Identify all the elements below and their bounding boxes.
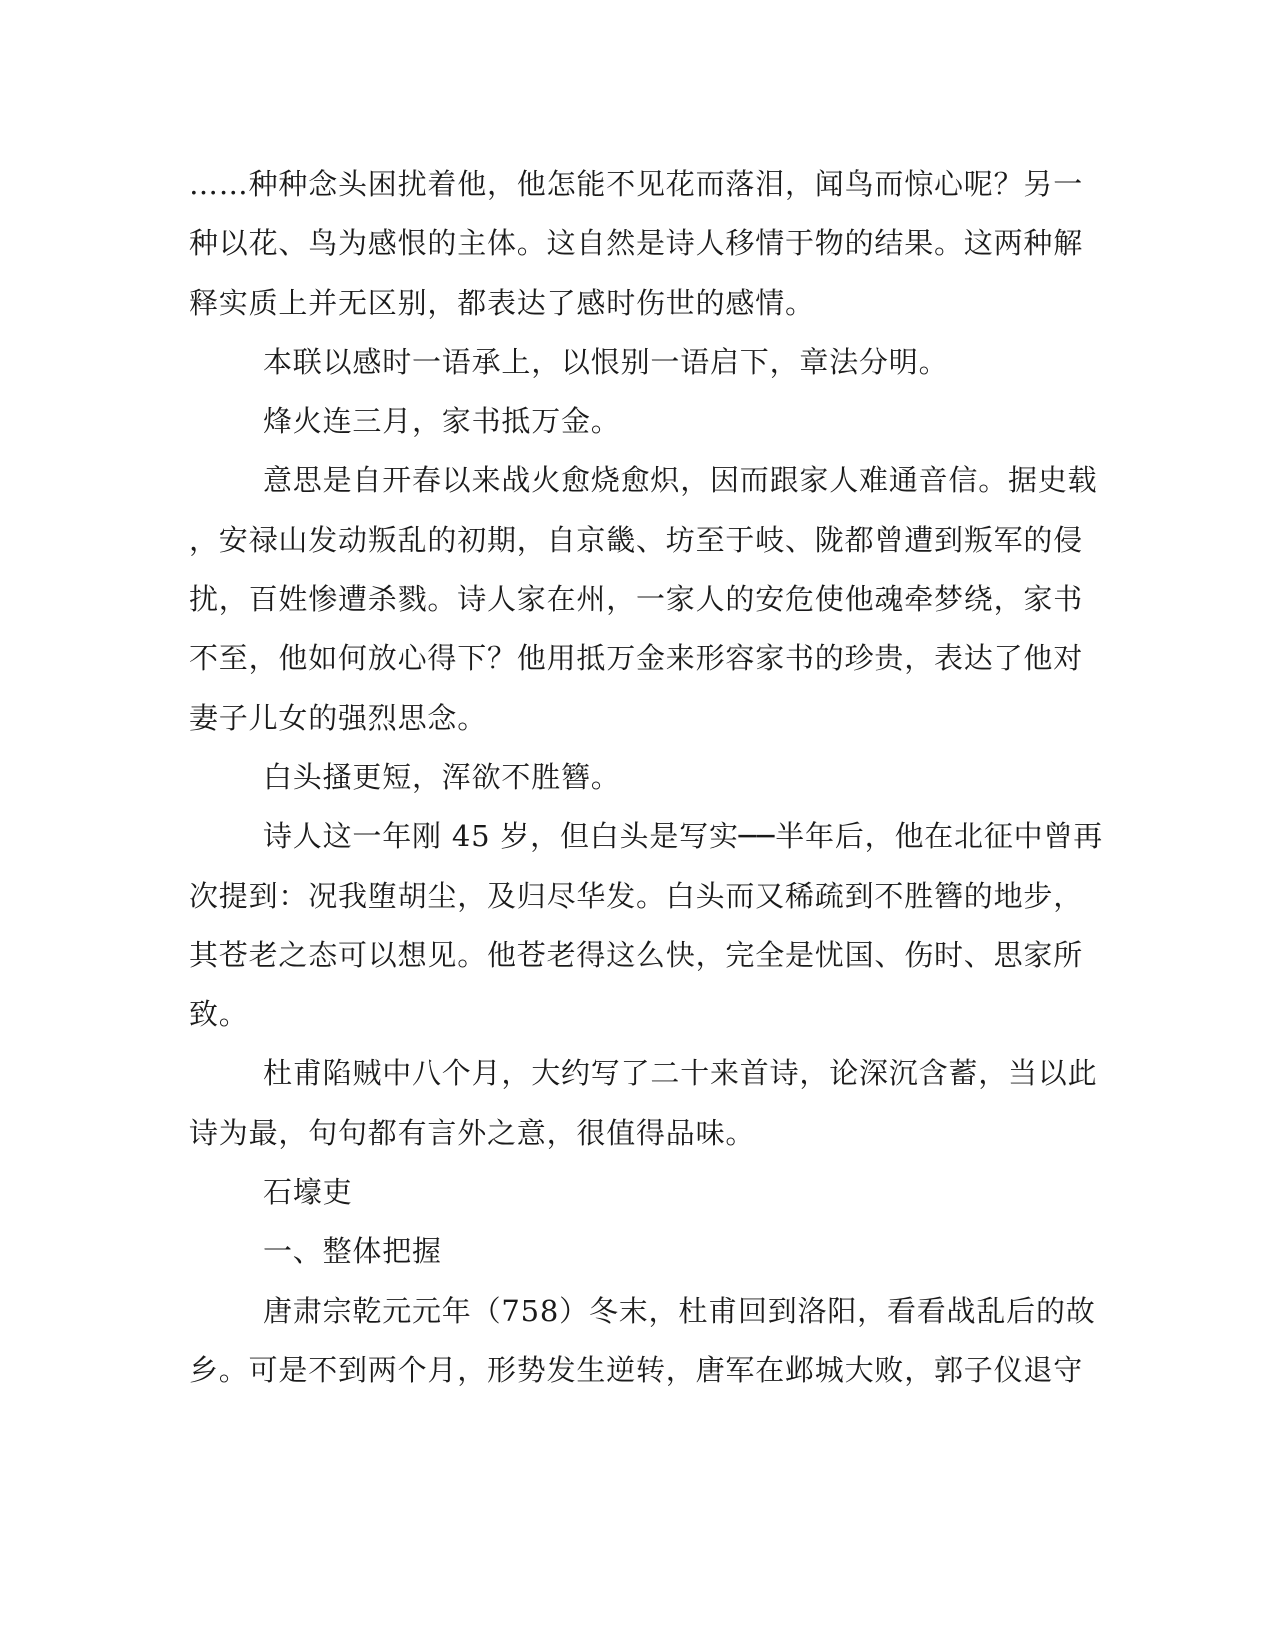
text-line: 杜甫陷贼中八个月，大约写了二十来首诗，论深沉含蓄，当以此 (263, 1056, 1098, 1091)
text-line: 唐肃宗乾元元年（758）冬末，杜甫回到洛阳，看看战乱后的故 (263, 1293, 1096, 1328)
text-line: 一、整体把握 (263, 1234, 442, 1269)
body-text (189, 163, 1104, 1408)
text-line: 次提到：况我堕胡尘，及归尽华发。白头而又稀疏到不胜簪的地步， (189, 878, 1084, 913)
text-line: 白头搔更短，浑欲不胜簪。 (263, 759, 621, 794)
text-line: 乡。可是不到两个月，形势发生逆转，唐军在邺城大败，郭子仪退守 (189, 1352, 1084, 1387)
text-line: 石壕吏 (263, 1175, 353, 1210)
text-line: 扰，百姓惨遭杀戮。诗人家在州，一家人的安危使他魂牵梦绕，家书 (189, 582, 1084, 617)
text-line: 烽火连三月，家书抵万金。 (263, 404, 621, 439)
text-line: 不至，他如何放心得下？他用抵万金来形容家书的珍贵，表达了他对 (189, 641, 1084, 676)
text-line: 本联以感时一语承上，以恨别一语启下，章法分明。 (263, 344, 949, 379)
text-line: 妻子儿女的强烈思念。 (189, 700, 488, 735)
text-line: 释实质上并无区别，都表达了感时伤世的感情。 (189, 285, 815, 320)
text-line: 种以花、鸟为感恨的主体。这自然是诗人移情于物的结果。这两种解 (189, 226, 1084, 261)
text-line: 诗人这一年刚 45 岁，但白头是写实──半年后，他在北征中曾再 (263, 819, 1104, 854)
text-line: 其苍老之态可以想见。他苍老得这么快，完全是忧国、伤时、思家所 (189, 937, 1084, 972)
text-line: 意思是自开春以来战火愈烧愈炽，因而跟家人难通音信。据史载 (263, 463, 1098, 498)
text-line: 致。 (189, 997, 249, 1032)
text-line: 诗为最，句句都有言外之意，很值得品味。 (189, 1115, 756, 1150)
text-line: ，安禄山发动叛乱的初期，自京畿、坊至于岐、陇都曾遭到叛军的侵 (189, 522, 1084, 557)
text-line: ……种种念头困扰着他，他怎能不见花而落泪，闻鸟而惊心呢？另一 (189, 167, 1084, 201)
